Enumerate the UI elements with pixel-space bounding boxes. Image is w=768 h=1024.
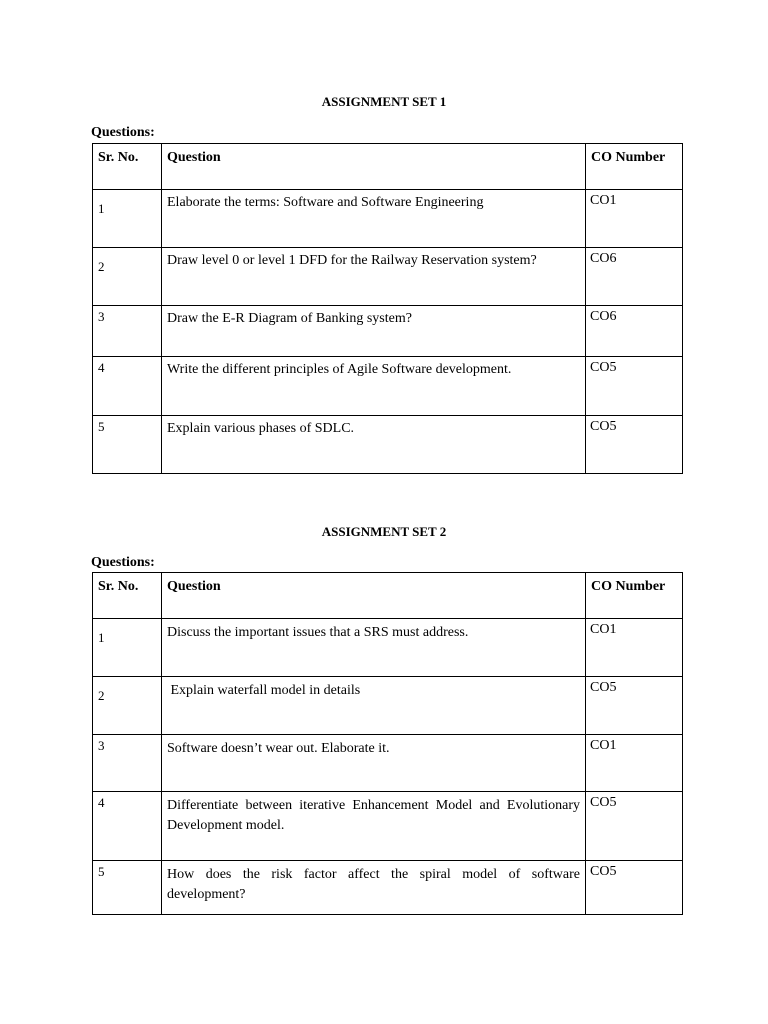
table-row <box>93 248 683 306</box>
table-header-row <box>93 144 683 190</box>
header-sr-no: Sr. No. <box>93 144 162 190</box>
table-row <box>93 306 683 357</box>
co-number: CO1 <box>590 622 617 637</box>
question-text: Elaborate the terms: Software and Software Engineering <box>167 195 484 210</box>
sr-number: 1 <box>98 201 105 216</box>
assignment-set-2-table <box>92 572 683 915</box>
sr-number: 2 <box>98 688 105 703</box>
co-number: CO1 <box>590 738 617 753</box>
question-text: Draw the E-R Diagram of Banking system? <box>167 311 412 326</box>
table-row <box>93 619 683 677</box>
sr-number: 5 <box>98 419 105 434</box>
sr-number: 4 <box>98 360 105 375</box>
sr-number: 2 <box>98 259 105 274</box>
co-number: CO5 <box>590 680 617 695</box>
header-question: Question <box>162 144 586 190</box>
co-number: CO5 <box>590 419 617 434</box>
question-text: Software doesn’t wear out. Elaborate it. <box>167 741 390 756</box>
sr-number: 5 <box>98 864 105 879</box>
set-1-questions-label: Questions: <box>91 125 155 140</box>
table-row <box>93 190 683 248</box>
assignment-set-1-table <box>92 143 683 474</box>
header-co-number: CO Number <box>586 144 683 190</box>
table-row <box>93 677 683 735</box>
table-row <box>93 357 683 416</box>
table-row <box>93 792 683 861</box>
co-number: CO6 <box>590 251 617 266</box>
assignment-set-2-title: ASSIGNMENT SET 2 <box>321 524 447 539</box>
question-text: Differentiate between iterative Enhancement Model and Evolutionary Development model. <box>167 798 580 833</box>
header-question: Question <box>162 573 586 619</box>
assignment-set-1-title: ASSIGNMENT SET 1 <box>321 94 447 109</box>
sr-number: 3 <box>98 309 105 324</box>
table-row <box>93 861 683 915</box>
question-text: How does the risk factor affect the spiral model of software development? <box>167 867 580 902</box>
header-sr-no: Sr. No. <box>93 573 162 619</box>
question-text: Discuss the important issues that a SRS must address. <box>167 625 469 640</box>
header-co-number: CO Number <box>586 573 683 619</box>
co-number: CO5 <box>590 795 617 810</box>
sr-number: 3 <box>98 738 105 753</box>
question-text: Write the different principles of Agile Software development. <box>167 362 512 377</box>
co-number: CO6 <box>590 309 617 324</box>
co-number: CO5 <box>590 864 617 879</box>
co-number: CO1 <box>590 193 617 208</box>
sr-number: 4 <box>98 795 105 810</box>
co-number: CO5 <box>590 360 617 375</box>
table-row <box>93 735 683 792</box>
question-text: Explain various phases of SDLC. <box>167 421 355 436</box>
question-text: Explain waterfall model in details <box>167 683 361 698</box>
table-row <box>93 416 683 474</box>
question-text: Draw level 0 or level 1 DFD for the Railway Reservation system? <box>167 253 537 268</box>
table-header-row <box>93 573 683 619</box>
sr-number: 1 <box>98 630 105 645</box>
set-2-questions-label: Questions: <box>91 555 155 570</box>
